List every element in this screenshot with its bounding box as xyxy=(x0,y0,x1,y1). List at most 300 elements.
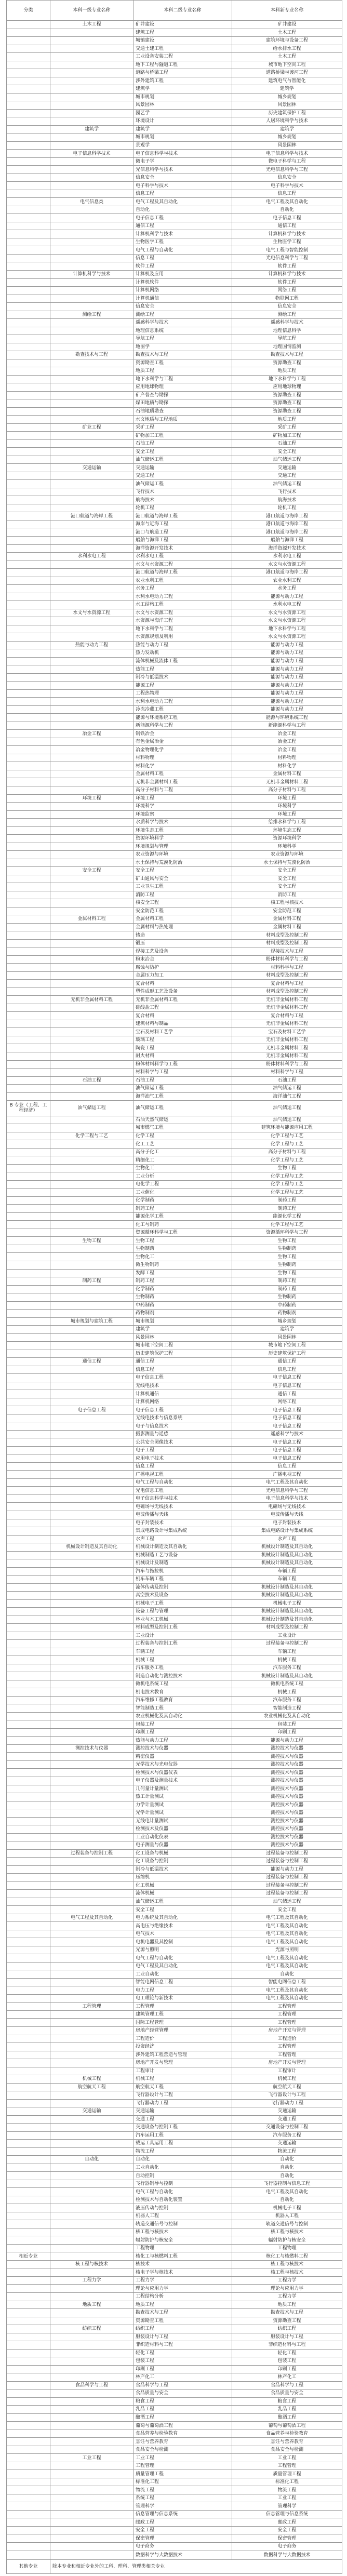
level2-major-cell: 药物制剂 xyxy=(134,1310,232,1318)
level2-major-cell: 印刷工程 xyxy=(134,2365,232,2373)
level1-major-cell xyxy=(50,1430,134,1438)
category-cell xyxy=(7,45,50,53)
level1-major-cell xyxy=(50,859,134,867)
new-major-cell: 建筑学 xyxy=(232,1326,342,1334)
level1-major-cell xyxy=(50,504,134,512)
table-row xyxy=(7,1503,342,1511)
new-major-cell: 无机非金属材料工程 xyxy=(232,1044,342,1052)
level1-major-cell xyxy=(50,1366,134,1374)
category-cell xyxy=(7,335,50,343)
table-row xyxy=(7,2067,342,2075)
new-major-cell: 油气储运工程 xyxy=(232,1116,342,1124)
level2-major-cell: 金属材料工程 xyxy=(134,915,232,924)
category-cell xyxy=(7,2422,50,2430)
header-level2-major: 本科二级专业名称 xyxy=(134,1,232,21)
table-row xyxy=(7,1052,342,1061)
table-row xyxy=(7,2285,342,2293)
new-major-cell: 新能源科学与工程 xyxy=(232,722,342,730)
new-major-cell: 交通设备与控制工程 xyxy=(232,2124,342,2132)
new-major-cell: 港口航道与海岸工程 xyxy=(232,528,342,537)
level1-major-cell xyxy=(50,166,134,174)
category-cell xyxy=(7,1825,50,1834)
category-cell xyxy=(7,190,50,198)
category-cell xyxy=(7,456,50,464)
level2-major-cell: 粮食工程 xyxy=(134,2397,232,2406)
level2-major-cell: 生物制药 xyxy=(134,1245,232,1253)
new-major-cell: 电气工程及其自动化 xyxy=(232,1922,342,1930)
new-major-cell: 遥感科学与技术 xyxy=(232,1430,342,1438)
category-cell xyxy=(7,2333,50,2341)
category-cell xyxy=(7,1688,50,1697)
level2-major-cell: 流体机械 xyxy=(134,1890,232,1898)
level2-major-cell: 酿酒工程 xyxy=(134,2413,232,2422)
table-row xyxy=(7,278,342,287)
new-major-cell: 核工程与核技术 xyxy=(232,899,342,907)
table-row xyxy=(7,2390,342,2398)
level1-major-cell xyxy=(50,1817,134,1825)
table-row xyxy=(7,1785,342,1793)
level1-major-cell xyxy=(50,593,134,601)
new-major-cell: 水文与水资源工程 xyxy=(232,609,342,617)
level2-major-cell: 矿产普查与勘探 xyxy=(134,391,232,399)
category-cell xyxy=(7,560,50,569)
table-row xyxy=(7,1744,342,1753)
table-row xyxy=(7,1060,342,1069)
level1-major-cell xyxy=(50,246,134,255)
new-major-cell: 工程管理 xyxy=(232,2043,342,2051)
category-cell xyxy=(7,2551,50,2560)
new-major-cell: 电气工程及其自动化 xyxy=(232,1994,342,2003)
table-row xyxy=(7,2140,342,2148)
table-row xyxy=(7,585,342,593)
level1-major-cell xyxy=(50,2196,134,2204)
new-major-cell: 工程管理 xyxy=(232,2003,342,2011)
category-cell xyxy=(7,2373,50,2382)
level1-major-cell: 交通运输 xyxy=(50,464,134,472)
level1-major-cell: 电气工程及其自动化 xyxy=(50,1914,134,1922)
category-cell xyxy=(7,1390,50,1398)
level1-major-cell: 工程力学 xyxy=(50,2276,134,2285)
level2-major-cell: 自动化 xyxy=(134,206,232,214)
table-row xyxy=(7,1801,342,1809)
table-row xyxy=(7,1640,342,1648)
category-cell xyxy=(7,907,50,915)
category-cell xyxy=(7,1511,50,1519)
category-cell xyxy=(7,303,50,311)
level2-major-cell: 海洋油气工程 xyxy=(134,1092,232,1101)
level1-major-cell xyxy=(50,141,134,150)
category-cell xyxy=(7,2043,50,2051)
level2-major-cell: 复合材料 xyxy=(134,980,232,988)
category-cell xyxy=(7,2285,50,2293)
new-major-cell: 电气工程及其自动化 xyxy=(232,2188,342,2196)
new-major-cell: 道路桥梁与渡河工程 xyxy=(232,69,342,77)
table-row xyxy=(7,85,342,94)
new-major-cell: 电子信息工程 xyxy=(232,1454,342,1463)
level1-major-cell xyxy=(50,1036,134,1044)
new-major-cell: 材料成型及控制工程 xyxy=(232,971,342,980)
level1-major-cell xyxy=(50,37,134,45)
level2-major-cell: 矿井建设 xyxy=(134,21,232,29)
table-row xyxy=(7,1769,342,1777)
new-major-cell: 交通工程 xyxy=(232,472,342,480)
level2-major-cell: 建筑管理工程 xyxy=(134,2010,232,2019)
level2-major-cell: 机械制造工艺与设备 xyxy=(134,1551,232,1559)
table-row xyxy=(7,2043,342,2051)
category-cell xyxy=(7,657,50,665)
new-major-cell: 核工程与核技术 xyxy=(232,2260,342,2268)
category-cell xyxy=(7,29,50,37)
level2-major-cell: 港口航道与海岸工程 xyxy=(134,569,232,577)
category-cell xyxy=(7,2365,50,2373)
category-cell xyxy=(7,2131,50,2140)
table-row xyxy=(7,1753,342,1761)
level1-major-cell xyxy=(50,1471,134,1479)
category-cell xyxy=(7,1471,50,1479)
level2-major-cell: 风景园林 xyxy=(134,1333,232,1342)
level2-major-cell: 化工机械 xyxy=(134,1881,232,1890)
category-cell xyxy=(7,319,50,327)
level1-major-cell xyxy=(50,1930,134,1938)
level1-major-cell xyxy=(50,770,134,778)
table-row xyxy=(7,762,342,770)
level2-major-cell: 检测技术与自动化装置 xyxy=(134,2196,232,2204)
new-major-cell: 安全工程 xyxy=(232,883,342,891)
category-cell xyxy=(7,682,50,690)
level2-major-cell: 自动控制 xyxy=(134,2172,232,2180)
level1-major-cell xyxy=(50,2534,134,2543)
new-major-cell: 地理国情监测 xyxy=(232,343,342,351)
category-cell xyxy=(7,2051,50,2059)
new-major-cell: 食品安全与检测 xyxy=(232,2446,342,2454)
level1-major-cell xyxy=(50,2236,134,2245)
level1-major-cell xyxy=(50,1809,134,1818)
level2-major-cell: 印刷工程 xyxy=(134,1728,232,1737)
new-major-cell: 工程管理 xyxy=(232,2019,342,2027)
level1-major-cell xyxy=(50,222,134,230)
category-cell xyxy=(7,537,50,545)
category-cell xyxy=(7,1640,50,1648)
level2-major-cell: 过程装备与控制工程 xyxy=(134,1640,232,1648)
category-cell xyxy=(7,843,50,851)
table-row xyxy=(7,1970,342,1979)
level2-major-cell: 化学工程 xyxy=(134,1132,232,1140)
level2-major-cell: 农业资源与环境 xyxy=(134,851,232,859)
level2-major-cell: 地质工程 xyxy=(134,367,232,376)
level1-major-cell xyxy=(50,1374,134,1382)
level2-major-cell: 石油地质勘查 xyxy=(134,407,232,416)
level1-major-cell: 电气信息类 xyxy=(50,198,134,206)
category-cell xyxy=(7,883,50,891)
level1-major-cell xyxy=(50,1124,134,1132)
table-row xyxy=(7,2099,342,2107)
category-cell xyxy=(7,1656,50,1664)
table-row xyxy=(7,1648,342,1656)
level2-major-cell: 机电技术教育 xyxy=(134,1688,232,1697)
level1-major-cell xyxy=(50,851,134,859)
table-row xyxy=(7,1704,342,1713)
level2-major-cell: 电气技术 xyxy=(134,1930,232,1938)
table-row xyxy=(7,1237,342,1245)
level1-major-cell xyxy=(50,1696,134,1704)
new-major-cell: 测控技术与仪器 xyxy=(232,1817,342,1825)
category-cell xyxy=(7,2204,50,2212)
new-major-cell: 焊接技术与工程 xyxy=(232,947,342,956)
table-row xyxy=(7,2470,342,2478)
category-cell xyxy=(7,1648,50,1656)
new-major-cell: 能源与动力工程 xyxy=(232,698,342,706)
table-row xyxy=(7,1809,342,1818)
level1-major-cell xyxy=(50,2333,134,2341)
level1-major-cell: 食品科学与工程 xyxy=(50,2381,134,2390)
new-major-cell: 自动化 xyxy=(232,2172,342,2180)
level1-major-cell xyxy=(50,1487,134,1495)
table-row xyxy=(7,61,342,69)
category-cell xyxy=(7,931,50,940)
category-cell xyxy=(7,1004,50,1012)
level1-major-cell xyxy=(50,1978,134,1986)
new-major-cell: 建筑环境与设备工程 xyxy=(232,37,342,45)
table-row xyxy=(7,311,342,319)
level2-major-cell: 汽车运用工程 xyxy=(134,2131,232,2140)
new-major-cell: 测控技术与仪器 xyxy=(232,1777,342,1785)
table-row xyxy=(7,843,342,851)
table-row xyxy=(7,1874,342,1882)
level1-major-cell: 电子信息科学技术 xyxy=(50,150,134,158)
new-major-cell: 水文与水资源工程 xyxy=(232,633,342,642)
table-row xyxy=(7,141,342,150)
table-row xyxy=(7,1978,342,1986)
level2-major-cell: 化工设备与控制 xyxy=(134,1858,232,1866)
new-major-cell: 能源与动力工程 xyxy=(232,657,342,665)
category-cell xyxy=(7,432,50,440)
new-major-cell: 林产化工 xyxy=(232,2373,342,2382)
category-cell xyxy=(7,423,50,432)
category-cell xyxy=(7,1172,50,1181)
table-row xyxy=(7,2147,342,2156)
new-major-cell: 生物制药 xyxy=(232,1261,342,1270)
level1-major-cell xyxy=(50,2180,134,2188)
table-row xyxy=(7,2397,342,2406)
level1-major-cell xyxy=(50,2430,134,2438)
level2-major-cell: 公共安全图像技术 xyxy=(134,1438,232,1447)
category-cell xyxy=(7,1769,50,1777)
level1-major-cell: 通信工程 xyxy=(50,1358,134,1366)
level2-major-cell: 高分子材料与工程 xyxy=(134,786,232,794)
level1-major-cell xyxy=(50,1599,134,1608)
table-row xyxy=(7,416,342,424)
table-row xyxy=(7,1696,342,1704)
category-cell xyxy=(7,794,50,803)
level2-major-cell: 工程结构分析 xyxy=(134,2293,232,2301)
level2-major-cell: 轮机工程 xyxy=(134,504,232,512)
level2-major-cell: 工业自动化 xyxy=(134,2164,232,2172)
level2-major-cell: 信息工程 xyxy=(134,190,232,198)
table-row xyxy=(7,1132,342,1140)
level1-major-cell xyxy=(50,1069,134,1077)
category-cell xyxy=(7,585,50,593)
table-row xyxy=(7,1076,342,1085)
table-row xyxy=(7,1333,342,1342)
category-cell xyxy=(7,383,50,392)
category-cell xyxy=(7,262,50,271)
category-cell xyxy=(7,2019,50,2027)
level2-major-cell: 化工工艺 xyxy=(134,1140,232,1149)
level1-major-cell xyxy=(50,85,134,94)
table-row xyxy=(7,2502,342,2511)
table-row xyxy=(7,504,342,512)
new-major-cell: 包装工程 xyxy=(232,2357,342,2366)
level1-major-cell xyxy=(50,1462,134,1471)
level1-major-cell xyxy=(50,537,134,545)
level1-major-cell xyxy=(50,843,134,851)
category-cell xyxy=(7,1970,50,1979)
level1-major-cell: 石油工程 xyxy=(50,1076,134,1085)
category-cell xyxy=(7,2486,50,2494)
new-major-cell: 软件工程 xyxy=(232,278,342,287)
level2-major-cell: 油气储运工程 xyxy=(134,480,232,488)
level2-major-cell: 建筑材料与制品 xyxy=(134,1020,232,1028)
level1-major-cell: 机械设计制造及其自动化 xyxy=(50,1543,134,1552)
level1-major-cell xyxy=(50,303,134,311)
level2-major-cell: 金属材料与热处理 xyxy=(134,923,232,931)
level2-major-cell: 水文与水资源工程 xyxy=(134,560,232,569)
category-cell xyxy=(7,93,50,101)
new-major-cell: 机械设计制造及其自动化 xyxy=(232,1592,342,1600)
level2-major-cell: 工业工程 xyxy=(134,2454,232,2462)
category-cell xyxy=(7,1237,50,1245)
category-cell xyxy=(7,859,50,867)
category-cell xyxy=(7,633,50,642)
level1-major-cell xyxy=(50,416,134,424)
level2-major-cell: 核技术 xyxy=(134,2260,232,2268)
category-cell xyxy=(7,157,50,166)
level2-major-cell: 轻化工程 xyxy=(134,2349,232,2357)
category-cell xyxy=(7,1358,50,1366)
level1-major-cell xyxy=(50,335,134,343)
category-cell xyxy=(7,2156,50,2164)
level1-major-cell xyxy=(50,343,134,351)
level2-major-cell: 电机电器及其控制 xyxy=(134,1938,232,1946)
level2-major-cell: 电子仪器及测量技术 xyxy=(134,1777,232,1785)
level2-major-cell: 工业自动化仪表 xyxy=(134,1833,232,1841)
new-major-cell: 人居环境科学与技术 xyxy=(232,117,342,126)
level1-major-cell xyxy=(50,29,134,37)
new-major-cell: 消防工程 xyxy=(232,891,342,899)
level1-major-cell: 冶金工程 xyxy=(50,730,134,738)
level2-major-cell: 地下水科学与工程 xyxy=(134,625,232,633)
new-major-cell: 海洋油气工程 xyxy=(232,1092,342,1101)
new-major-cell: 能源化学工程 xyxy=(232,1212,342,1221)
category-cell xyxy=(7,2430,50,2438)
table-row xyxy=(7,2301,342,2309)
level1-major-cell xyxy=(50,1212,134,1221)
level1-major-cell xyxy=(50,1592,134,1600)
level2-major-cell: 地图学 xyxy=(134,343,232,351)
new-major-cell: 机械设计制造及其自动化 xyxy=(232,1608,342,1616)
table-row xyxy=(7,2260,342,2268)
level1-major-cell xyxy=(50,835,134,843)
level1-major-cell xyxy=(50,1962,134,1970)
new-major-cell: 工程审计 xyxy=(232,2067,342,2075)
table-row xyxy=(7,819,342,827)
new-major-cell: 标准化工程 xyxy=(232,2478,342,2486)
category-cell xyxy=(7,367,50,376)
level2-major-cell: 工程造价 xyxy=(134,2035,232,2043)
category-cell xyxy=(7,1680,50,1688)
category-cell xyxy=(7,295,50,303)
category-cell xyxy=(7,2003,50,2011)
level2-major-cell: 铸造 xyxy=(134,931,232,940)
new-major-cell: 环境生态工程 xyxy=(232,826,342,835)
new-major-cell: 冶金工程 xyxy=(232,746,342,754)
new-major-cell: 交通运输 xyxy=(232,464,342,472)
level1-major-cell xyxy=(50,939,134,947)
new-major-cell: 机械设计制造及其自动化 xyxy=(232,1616,342,1624)
level2-major-cell: 信息安全 xyxy=(134,173,232,182)
level1-major-cell xyxy=(50,1922,134,1930)
table-row xyxy=(7,528,342,537)
level1-major-cell: 水文与水资源工程 xyxy=(50,609,134,617)
level2-major-cell: 海岸与近海工程 xyxy=(134,520,232,528)
level1-major-cell xyxy=(50,682,134,690)
level1-major-cell: 化学工程与工艺 xyxy=(50,1132,134,1140)
new-major-cell: 机械电子工程 xyxy=(232,2204,342,2212)
new-major-cell: 遥感科学与技术 xyxy=(232,319,342,327)
category-cell xyxy=(7,1785,50,1793)
level1-major-cell xyxy=(50,1616,134,1624)
new-major-cell: 生物医学工程 xyxy=(232,238,342,246)
table-row xyxy=(7,2349,342,2357)
level2-major-cell: 环境规划与管理 xyxy=(134,843,232,851)
new-major-cell: 资源循环科学与工程 xyxy=(232,1229,342,1237)
category-cell xyxy=(7,1317,50,1326)
new-major-cell: 建筑学 xyxy=(232,85,342,94)
new-major-cell: 电子信息科学与技术 xyxy=(232,150,342,158)
table-row xyxy=(7,657,342,665)
new-major-cell: 宝石及材料工艺学 xyxy=(232,1028,342,1036)
level1-major-cell xyxy=(50,1060,134,1069)
new-major-cell: 能源与动力工程 xyxy=(232,641,342,649)
category-cell xyxy=(7,173,50,182)
category-cell xyxy=(7,2140,50,2148)
new-major-cell: 车辆工程 xyxy=(232,1648,342,1656)
level2-major-cell: 玻璃工程 xyxy=(134,1036,232,1044)
table-row xyxy=(7,778,342,786)
table-row xyxy=(7,295,342,303)
table-row xyxy=(7,1930,342,1938)
table-row xyxy=(7,53,342,61)
table-row xyxy=(7,689,342,698)
table-row xyxy=(7,1156,342,1165)
level2-major-cell: 检测技术与仪器仪表 xyxy=(134,1769,232,1777)
table-row xyxy=(7,2454,342,2462)
table-row xyxy=(7,448,342,456)
level1-major-cell xyxy=(50,230,134,238)
table-row xyxy=(7,2325,342,2333)
category-cell xyxy=(7,1310,50,1318)
table-row xyxy=(7,964,342,972)
table-row xyxy=(7,2115,342,2124)
category-cell xyxy=(7,1704,50,1713)
level1-major-cell xyxy=(50,577,134,585)
level2-major-cell: 发酵工程 xyxy=(134,1269,232,1277)
new-major-cell: 计算机科学与技术 xyxy=(232,230,342,238)
level1-major-cell xyxy=(50,601,134,609)
level2-major-cell: 宝石及材料工艺学 xyxy=(134,1028,232,1036)
level1-major-cell xyxy=(50,2406,134,2414)
new-major-cell: 制药工程 xyxy=(232,1277,342,1286)
